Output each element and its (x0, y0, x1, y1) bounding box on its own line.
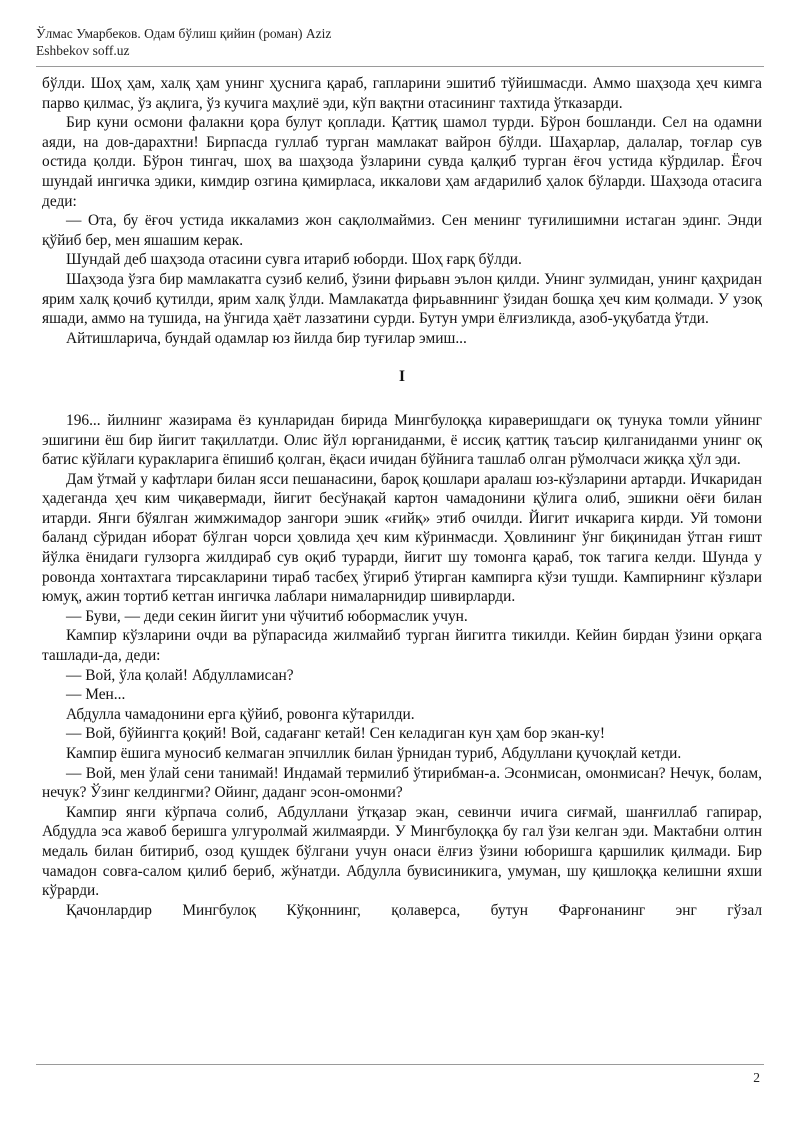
paragraph: Кампир янги кўрпача солиб, Абдуллани ўтқазар экан, севинчи ичига сиғмай, шанғиллаб гапирар, Абдудла эса жавоб беришга улгуролмай жилмаярди. У Мингбулоққа бу гал ўзи келган эди. Мактабни олтин медаль билан битириб, озод қушдек бўлгани учун онаси ёлғиз ўзини юборишга қаршилик қилмади. Бир чамадон совға-салом қилиб бериб, жўнатди. Абдулла бувисиникига, умуман, шу қишлоққа келишни яхши кўрарди. (42, 803, 762, 900)
document-body (42, 74, 762, 920)
paragraph: — Вой, мен ўлай сени танимай! Индамай термилиб ўтирибман-а. Эсонмисан, омонмисан? Нечук, болам, нечук? Ўзинг келдингми? Ойинг, даданг эсон-омонми? (42, 764, 762, 802)
paragraph: Дам ўтмай у кафтлари билан ясси пешанасини, бароқ қошлари аралаш юз-кўзларини артарди. Ичкаридан ҳадеганда ҳеч ким чиқавермади, йигит бесўнақай картон чамадонини қўлига олиб, эшикни оёғи билан итарди. Янги бўялган жимжимадор зангори эшик «ғийқ» этиб очилди. Йигит ичкарига кирди. Уй томони баланд сўридан иборат бўлган чорси ҳовлида ҳеч ким кўринмасди. Ҳовлининг ўнг биқинидан ўтган ғишт йўлка ёнидаги гулзорга жилдираб сув оқиб турарди, йигит шу томонга қараб, ток тагига келди. Шунда у ровонда хонтахтага тирсакларини тираб тасбеҳ ўгириб ўтирган кампирга кўзи тушди. Кампирнинг кўзлари юмуқ, ажин тортиб кетган ингичка лаблари нималарнидир шивирларди. (42, 470, 762, 606)
paragraph: Айтишларича, бундай одамлар юз йилда бир туғилар эмиш... (66, 329, 467, 347)
footer-divider (36, 1064, 764, 1065)
paragraph: — Буви, — деди секин йигит уни чўчитиб юбормаслик учун. (66, 607, 468, 625)
paragraph: Абдулла чамадонини ерга қўйиб, ровонга кўтарилди. (66, 705, 415, 723)
paragraph: — Ота, бу ёғоч устида иккаламиз жон сақлолмаймиз. Сен менинг туғилишимни истаган эдинг. Энди қўйиб бер, мен яшашим керак. (42, 212, 762, 249)
paragraph: Қачонлардир Мингбулоқ Кўқоннинг, қолаверса, бутун Фарғонанинг энг гўзал (66, 901, 762, 919)
running-header (36, 25, 764, 59)
paragraph: 196... йилнинг жазирама ёз кунларидан бирида Мингбулоққа кираверишдаги оқ тунука томли уйнинг эшигини ёш бир йигит тақиллатди. Олис йўл юрганиданми, ё иссиқ қаттиқ таъсир қилганиданми унинг оқ батис кўйлаги куракларига ёпишиб қолган, ёқаси ичидан бўйнига ташлаб олган рўмолчаси жиққа ҳўл эди. (42, 411, 762, 469)
header-divider (36, 66, 764, 67)
paragraph: Шаҳзода ўзга бир мамлакатга сузиб келиб, ўзини фирьавн эълон қилди. Унинг зулмидан, унинг қаҳридан ярим халқ қочиб қутилди, ярим халқ ўлди. Мамлакатда фирьавннинг ўзидан бошқа ҳеч ким қолмади. У узоқ яшади, аммо на тушида, на ўнгида ҳаёт лаззатини сурди. Бутун умри ёлғизликда, азоб-уқубатда ўтди. (42, 270, 762, 328)
paragraph: Бир куни осмони фалакни қора булут қоплади. Қаттиқ шамол турди. Бўрон бошланди. Сел на одамни аяди, на дов-дарахтни! Бирпасда гуллаб турган мамлакат вайрон бўлди. Шаҳарлар, далалар, тоғлар сув остида қолди. Бўрон тингач, шоҳ ва шаҳзода ўзларини сувда қалқиб турган ёғоч устида кўрдилар. Ёғоч шундай ингичка эдики, кимдир озгина қимирласа, иккалови ҳам ағдарилиб ҳалок бўларди. Шаҳзода отасига деди: (42, 114, 762, 210)
paragraph: — Вой, ўла қолай! Абдулламисан? (66, 666, 294, 684)
paragraph: Шундай деб шаҳзода отасини сувга итариб юборди. Шоҳ ғарқ бўлди. (66, 251, 522, 269)
paragraph: — Вой, бўйингга қоқий! Вой, садағанг кетай! Сен келадиган кун ҳам бор экан-ку! (66, 725, 606, 743)
paragraph: Кампир кўзларини очди ва рўпарасида жилмайиб турган йигитга тикилди. Кейин бирдан ўзини орқага ташлади-да, деди: (42, 627, 762, 665)
header-source-line: Eshbekov soff.uz (36, 43, 130, 58)
paragraph: бўлди. Шоҳ ҳам, халқ ҳам унинг ҳуснига қараб, гапларини эшитиб тўйишмасди. Аммо шаҳзода ҳеч кимга парво қилмас, ўз ақлига, ўз кучига маҳлиё эди, кўп вақтни отасининг тахтида ўтказарди. (42, 75, 762, 112)
paragraph: — Мен... (66, 686, 126, 704)
paragraph: Кампир ёшига муносиб келмаган эпчиллик билан ўрнидан туриб, Абдуллани қучоқлай кетди. (66, 745, 682, 762)
header-title-line: Ўлмас Умарбеков. Одам бўлиш қийин (роман) Aziz (36, 26, 332, 41)
chapter-heading: I (399, 368, 405, 386)
page-number: 2 (753, 1070, 760, 1085)
